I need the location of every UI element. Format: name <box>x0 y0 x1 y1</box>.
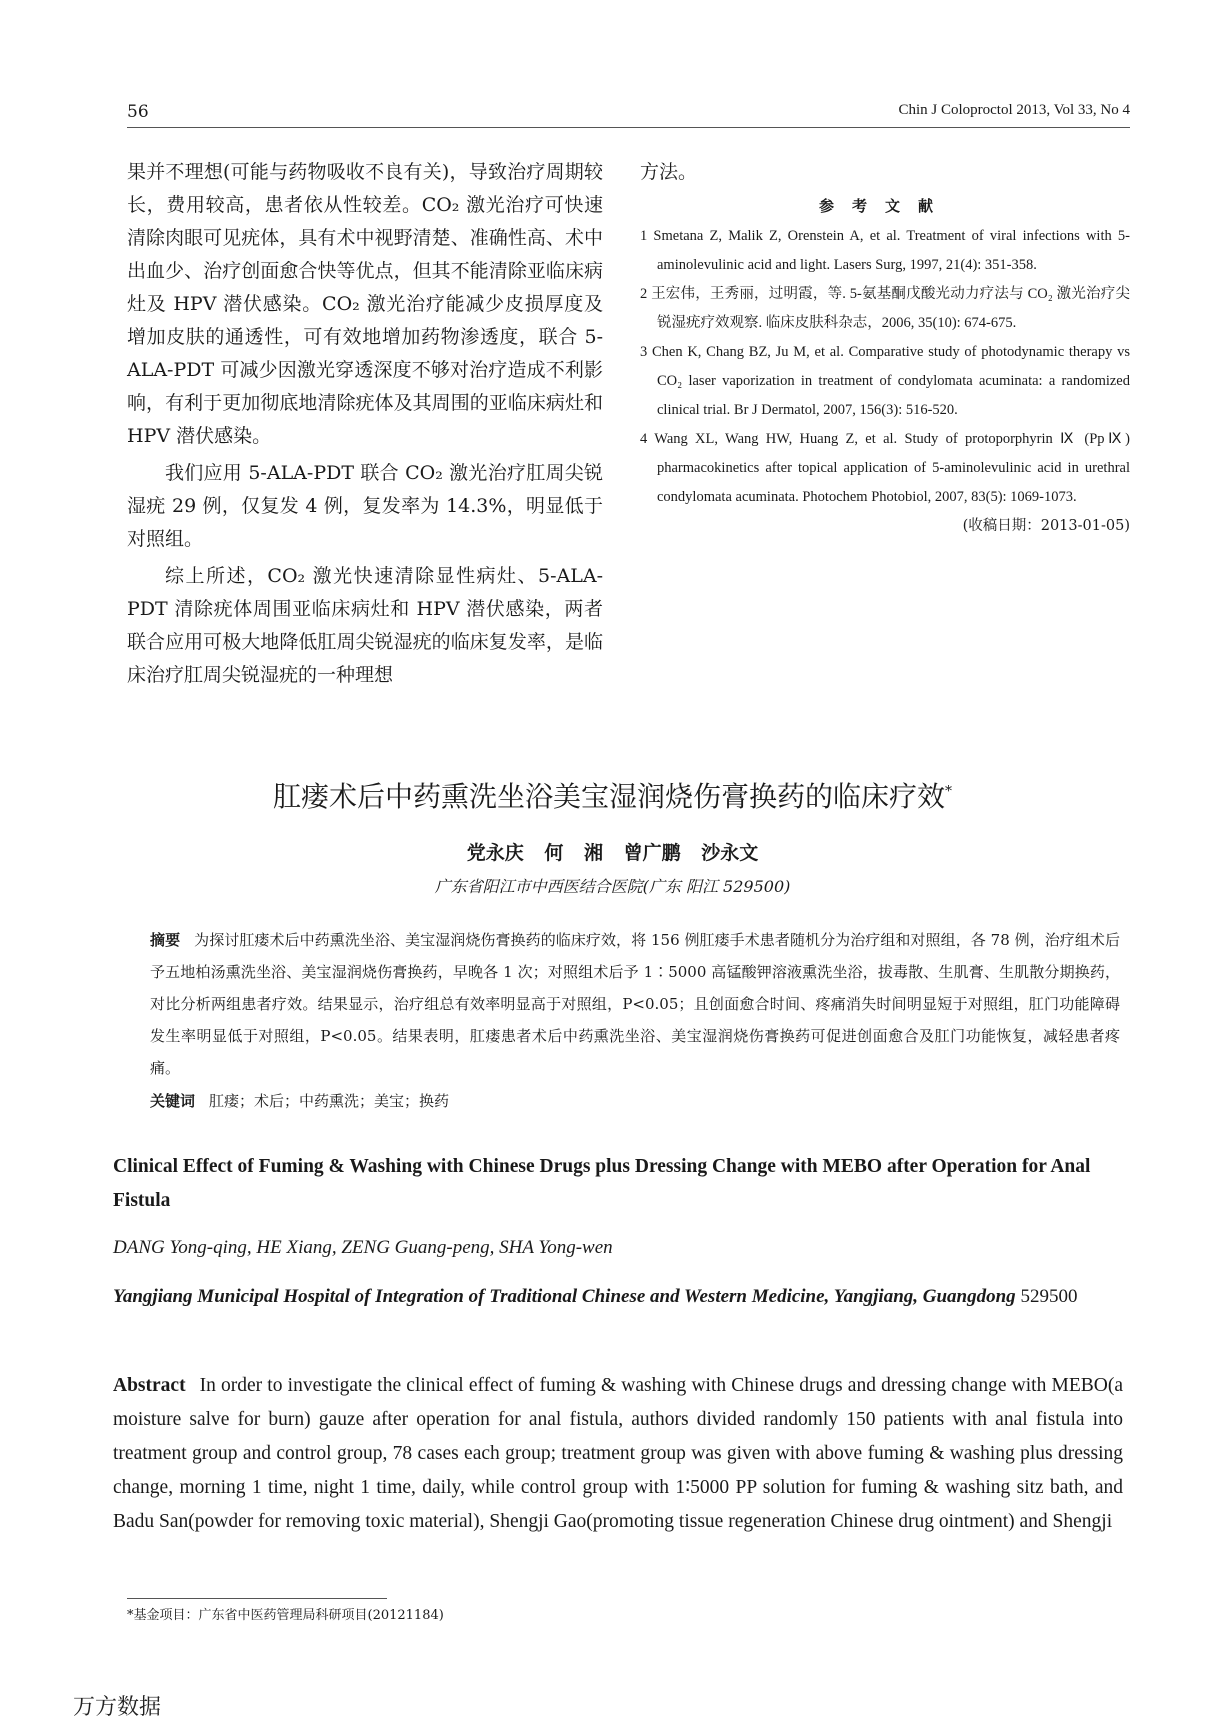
title-footnote-mark: * <box>945 783 952 800</box>
postal-code: 529500 <box>1020 1286 1078 1307</box>
authors-en: DANG Yong-qing, HE Xiang, ZENG Guang-peng, SHA Yong-wen <box>113 1237 613 1258</box>
abstract-label: 摘要 <box>150 931 181 949</box>
affiliation-en <box>113 1280 1123 1314</box>
body-paragraph: 我们应用 5-ALA-PDT 联合 CO₂ 激光治疗肛周尖锐湿疣 29 例，仅复发 4 例，复发率为 14.3%，明显低于对照组。 <box>127 462 603 550</box>
journal-header: Chin J Coloproctol 2013, Vol 33, No 4 <box>898 102 1130 118</box>
reference-item: 4 Wang XL, Wang HW, Huang Z, et al. Study of protoporphyrin Ⅸ (PpⅨ) pharmacokinetics after topical application of 5-aminolevulinic acid in urethral condylomata acuminata. Photochem Photobiol, 2007, 83(5): 1069-1073. <box>640 431 1130 505</box>
reference-item: 1 Smetana Z, Malik Z, Orenstein A, et al. Treatment of viral infections with 5-aminolevulinic acid and light. Lasers Surg, 1997, 21(4): 351-358. <box>640 228 1130 273</box>
authors-zh: 党永庆 何 湘 曾广鹏 沙永文 <box>466 842 759 864</box>
body-paragraph: 方法。 <box>640 161 698 183</box>
reference-item: 2 王宏伟，王秀丽，过明霞，等. 5-氨基酮戊酸光动力疗法与 CO₂ 激光治疗尖锐湿疣疗效观察. 临床皮肤科杂志，2006, 35(10): 674-675. <box>640 286 1130 331</box>
abstract-en-text: In order to investigate the clinical effect of fuming & washing with Chinese drugs and dressing change with MEBO(a moisture salve for burn) gauze after operation for anal fistula, authors divided randomly 150 patients with anal fistula into treatment group and control group, 78 cases each group; treatment group was given with above fuming & washing plus dressing change, morning 1 time, night 1 time, daily, while control group with 1∶5000 PP solution for fuming & washing sitz bath, and Badu San(powder for removing toxic material), Shengji Gao(promoting tissue regeneration Chinese drug ointment) and Shengji <box>113 1375 1123 1532</box>
references-heading: 参考文献 <box>818 197 951 215</box>
reference-item: 3 Chen K, Chang BZ, Ju M, et al. Comparative study of photodynamic therapy vs CO₂ laser vaporization in treatment of condylomata acuminata: a randomized clinical trial. Br J Dermatol, 2007, 156(3): 516-520. <box>640 344 1130 418</box>
abstract-zh <box>150 924 1120 1084</box>
abstract-en <box>113 1369 1123 1539</box>
article-title-en: Clinical Effect of Fuming & Washing with Chinese Drugs plus Dressing Change with MEBO after Operation for Anal Fistula <box>113 1156 1091 1211</box>
left-column <box>127 156 603 692</box>
affiliation-zh: 广东省阳江市中西医结合医院(广东 阳江 529500) <box>434 877 791 896</box>
body-paragraph: 综上所述，CO₂ 激光快速清除显性病灶、5-ALA-PDT 清除疣体周围亚临床病灶和 HPV 潜伏感染，两者联合应用可极大地降低肛周尖锐湿疣的临床复发率，是临床治疗肛周尖锐湿疣的一种理想 <box>127 565 603 686</box>
title-text: 肛瘘术后中药熏洗坐浴美宝湿润烧伤膏换药的临床疗效 <box>272 780 945 813</box>
article-title-zh <box>0 775 1225 815</box>
keywords-text: 肛瘘；术后；中药熏洗；美宝；换药 <box>209 1092 450 1110</box>
right-column <box>640 156 1130 540</box>
footnote: *基金项目：广东省中医药管理局科研项目(20121184) <box>127 1608 444 1623</box>
received-date: (收稿日期：2013-01-05) <box>962 518 1130 534</box>
footnote-rule <box>127 1598 387 1599</box>
abstract-text: 为探讨肛瘘术后中药熏洗坐浴、美宝湿润烧伤膏换药的临床疗效，将 156 例肛瘘手术患者随机分为治疗组和对照组，各 78 例，治疗组术后予五地柏汤熏洗坐浴、美宝湿润烧伤膏换药，早晚各 1 次；对照组术后予 1∶5000 高锰酸钾溶液熏洗坐浴，拔毒散、生肌膏、生肌散分期换药，对比分析两组患者疗效。结果显示，治疗组总有效率明显高于对照组，P<0.05；且创面愈合时间、疼痛消失时间明显短于对照组，肛门功能障碍发生率明显低于对照组，P<0.05。结果表明，肛瘘患者术后中药熏洗坐浴、美宝湿润烧伤膏换药可促进创面愈合及肛门功能恢复，减轻患者疼痛。 <box>150 931 1120 1077</box>
body-paragraph: 果并不理想(可能与药物吸收不良有关)，导致治疗周期较长，费用较高，患者依从性较差。CO₂ 激光治疗可快速清除肉眼可见疣体，具有术中视野清楚、准确性高、术中出血少、治疗创面愈合快等优点，但其不能清除亚临床病灶及 HPV 潜伏感染。CO₂ 激光治疗能减少皮损厚度及增加皮肤的通透性，可有效地增加药物渗透度，联合 5-ALA-PDT 可减少因激光穿透深度不够对治疗造成不利影响，有利于更加彻底地清除疣体及其周围的亚临床病灶和 HPV 潜伏感染。 <box>127 161 603 447</box>
keywords-zh <box>150 1090 1120 1111</box>
abstract-en-label: Abstract <box>113 1375 186 1396</box>
watermark: 万方数据 <box>73 1695 162 1720</box>
header-rule <box>127 127 1130 128</box>
page-number: 56 <box>127 102 149 122</box>
affiliation-name: Yangjiang Municipal Hospital of Integration of Traditional Chinese and Western Medicine, Yangjiang, Guangdong <box>113 1286 1016 1307</box>
keywords-label: 关键词 <box>150 1092 196 1110</box>
